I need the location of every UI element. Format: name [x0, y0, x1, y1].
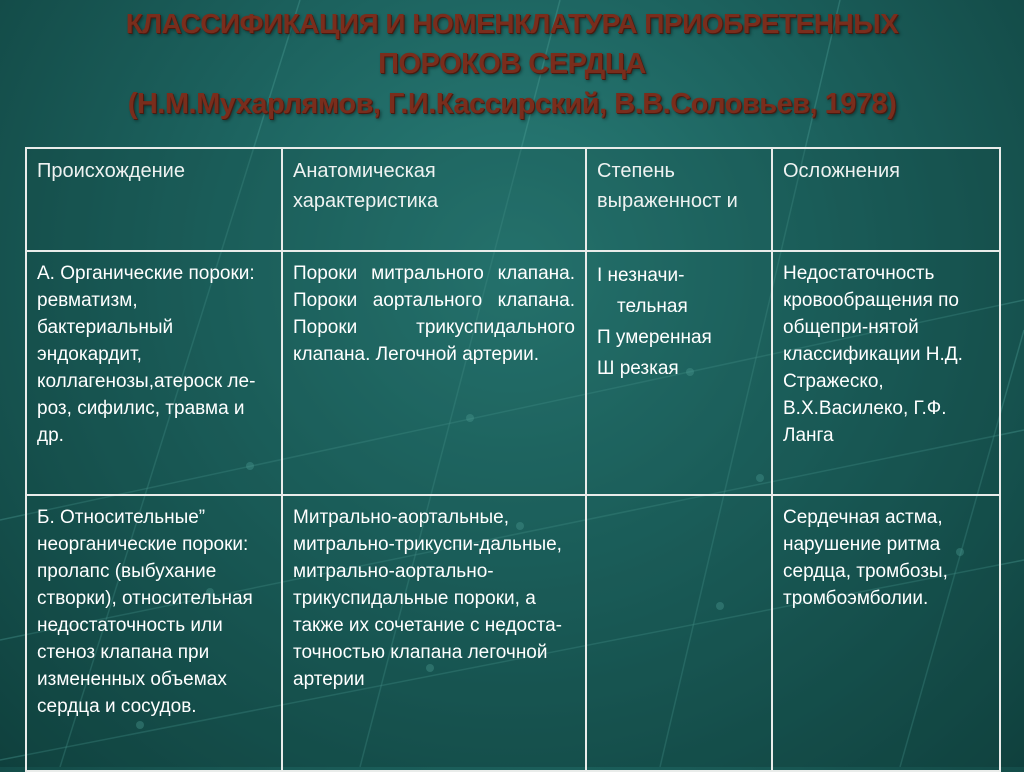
header-degree: Степень выраженност и — [586, 148, 772, 251]
cell-complications — [772, 251, 1000, 495]
cell-origin — [26, 251, 282, 495]
degree-level-1: I незначи- — [597, 265, 685, 286]
header-complications: Осложнения — [772, 148, 1000, 251]
origin-text: А. Органические пороки: ревматизм, бактериальный эндокардит, коллагенозы,атероск ле-роз, сифилис, травма и др. — [37, 263, 256, 446]
origin-text: Б. Относительные” неорганические пороки: пролапс (выбухание створки), относительная недостаточность или стеноз клапана при измененных объемах сердца и сосудов. — [37, 507, 253, 717]
degree-level-2: П умеренная — [597, 327, 712, 348]
complications-text: Сердечная астма, нарушение ритма сердца, тромбозы, тромбоэмболии. — [783, 507, 948, 609]
degree-level-3: Ш резкая — [597, 358, 679, 379]
title-line-1: КЛАССИФИКАЦИЯ И НОМЕНКЛАТУРА ПРИОБРЕТЕННЫХ — [125, 8, 899, 39]
table-row — [26, 495, 1000, 771]
anatomy-text: Пороки митрального клапана. Пороки аортального клапана. Пороки трикуспидального клапана. Легочной артерии. — [293, 263, 575, 365]
slide-title — [0, 4, 1024, 124]
complications-text: Недостаточность кровообращения по общепри-нятой классификации Н.Д. Стражеско, В.Х.Василеко, Г.Ф. Ланга — [783, 263, 963, 446]
classification-table-wrapper — [25, 147, 1001, 772]
degree-level-1-cont: тельная — [617, 296, 688, 317]
header-anatomy: Анатомическая характеристика — [282, 148, 586, 251]
cell-complications — [772, 495, 1000, 771]
classification-table — [25, 147, 1001, 772]
header-origin: Происхождение — [26, 148, 282, 251]
table-header-row — [26, 148, 1000, 251]
cell-degree-empty — [586, 495, 772, 771]
anatomy-text: Митрально-аортальные, митрально-трикуспи-дальные, митрально-аортально-трикуспидальные пороки, а также их сочетание с недоста-точностью клапана легочной артерии — [293, 507, 562, 690]
table-row — [26, 251, 1000, 495]
cell-origin — [26, 495, 282, 771]
title-line-2: ПОРОКОВ СЕРДЦА — [378, 48, 646, 80]
title-authors: (Н.М.Мухарлямов, Г.И.Кассирский, В.В.Соловьев, 1978) — [127, 88, 897, 120]
cell-anatomy — [282, 495, 586, 771]
cell-degree — [586, 251, 772, 495]
cell-anatomy — [282, 251, 586, 495]
